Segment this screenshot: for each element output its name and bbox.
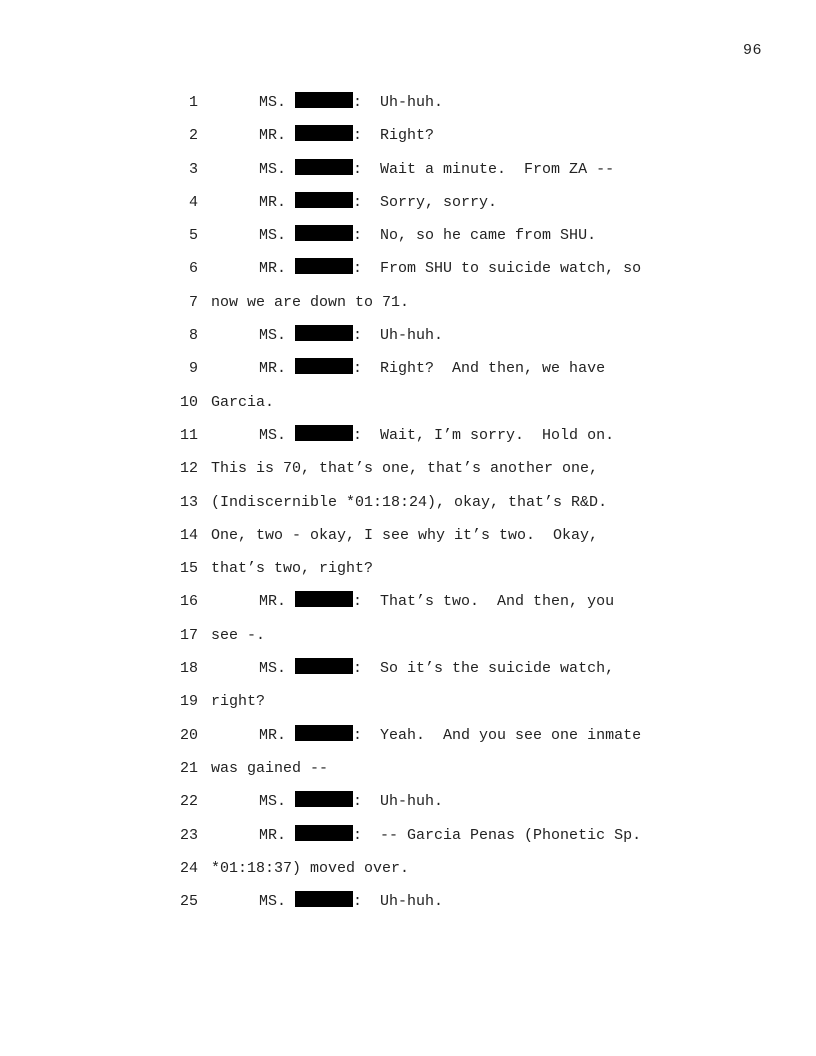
speech-text: -- Garcia Penas (Phonetic Sp. bbox=[380, 826, 642, 844]
speech-text: Yeah. And you see one inmate bbox=[380, 726, 642, 744]
speaker-title: MR. bbox=[259, 260, 287, 278]
speech-text: Sorry, sorry. bbox=[380, 193, 498, 211]
redaction-box bbox=[295, 658, 353, 674]
line-content bbox=[259, 192, 497, 214]
line-content bbox=[211, 691, 265, 713]
line-content bbox=[211, 758, 328, 780]
transcript-line bbox=[170, 358, 690, 391]
speaker-title: MS. bbox=[259, 426, 287, 444]
speech-text: Uh-huh. bbox=[380, 893, 444, 911]
speaker-title: MR. bbox=[259, 193, 287, 211]
redaction-box bbox=[295, 125, 353, 141]
line-content bbox=[211, 625, 265, 647]
line-content bbox=[211, 525, 598, 547]
line-content bbox=[211, 458, 598, 480]
line-number: 24 bbox=[179, 859, 198, 877]
line-content bbox=[259, 159, 614, 181]
line-number: 16 bbox=[179, 593, 198, 611]
transcript-body bbox=[170, 92, 690, 924]
line-number: 17 bbox=[179, 626, 198, 644]
speaker-colon: : bbox=[353, 793, 381, 811]
transcript-line bbox=[170, 425, 690, 458]
transcript-line bbox=[170, 458, 690, 491]
line-number: 13 bbox=[179, 493, 198, 511]
transcript-line bbox=[170, 258, 690, 291]
line-number: 19 bbox=[179, 693, 198, 711]
speech-text: This is 70, that’s one, that’s another one, bbox=[211, 460, 599, 478]
speech-text: From SHU to suicide watch, so bbox=[380, 260, 642, 278]
speaker-title: MR. bbox=[259, 127, 287, 145]
speech-text: No, so he came from SHU. bbox=[380, 227, 597, 245]
transcript-line bbox=[170, 92, 690, 125]
line-content bbox=[259, 825, 641, 847]
line-number: 21 bbox=[179, 759, 198, 777]
transcript-line bbox=[170, 525, 690, 558]
speaker-colon: : bbox=[353, 127, 381, 145]
line-number: 6 bbox=[188, 260, 198, 278]
line-content bbox=[211, 858, 409, 880]
speaker-colon: : bbox=[353, 94, 381, 111]
speaker-colon: : bbox=[353, 593, 381, 611]
speaker-title: MR. bbox=[259, 826, 287, 844]
line-content bbox=[259, 92, 443, 114]
line-number: 7 bbox=[188, 293, 198, 311]
line-content bbox=[211, 292, 409, 314]
line-number: 11 bbox=[179, 426, 198, 444]
redaction-box bbox=[295, 159, 353, 175]
redaction-box bbox=[295, 825, 353, 841]
line-number: 1 bbox=[188, 94, 198, 111]
speech-text: *01:18:37) moved over. bbox=[211, 859, 410, 877]
line-content bbox=[259, 225, 596, 247]
transcript-line bbox=[170, 625, 690, 658]
line-content bbox=[259, 891, 443, 913]
speaker-title: MR. bbox=[259, 726, 287, 744]
line-number: 12 bbox=[179, 460, 198, 478]
speech-text: Right? And then, we have bbox=[380, 360, 606, 378]
line-number: 8 bbox=[188, 327, 198, 345]
speaker-title: MS. bbox=[259, 660, 287, 678]
line-content bbox=[259, 358, 605, 380]
line-number: 9 bbox=[188, 360, 198, 378]
speech-text: Wait, I’m sorry. Hold on. bbox=[380, 426, 615, 444]
speaker-colon: : bbox=[353, 826, 381, 844]
speaker-colon: : bbox=[353, 260, 381, 278]
speaker-title: MS. bbox=[259, 893, 287, 911]
line-content bbox=[259, 791, 443, 813]
speech-text: So it’s the suicide watch, bbox=[380, 660, 615, 678]
speech-text: Garcia. bbox=[211, 393, 275, 411]
transcript-line bbox=[170, 558, 690, 591]
transcript-line bbox=[170, 192, 690, 225]
line-content bbox=[259, 658, 614, 680]
speech-text: was gained -- bbox=[211, 759, 329, 777]
line-content bbox=[259, 258, 641, 280]
line-number: 23 bbox=[179, 826, 198, 844]
line-number: 2 bbox=[188, 127, 198, 145]
redaction-box bbox=[295, 591, 353, 607]
line-content bbox=[259, 125, 434, 147]
speech-text: Uh-huh. bbox=[380, 327, 444, 345]
speaker-colon: : bbox=[353, 193, 381, 211]
speaker-title: MS. bbox=[259, 327, 287, 345]
speaker-title: MS. bbox=[259, 94, 287, 111]
redaction-box bbox=[295, 258, 353, 274]
speech-text: that’s two, right? bbox=[211, 560, 374, 578]
transcript-line bbox=[170, 325, 690, 358]
speaker-colon: : bbox=[353, 360, 381, 378]
transcript-line bbox=[170, 658, 690, 691]
line-number: 5 bbox=[188, 227, 198, 245]
speech-text: Right? bbox=[380, 127, 435, 145]
line-number: 20 bbox=[179, 726, 198, 744]
speech-text: right? bbox=[211, 693, 266, 711]
line-number: 10 bbox=[179, 393, 198, 411]
speech-text: now we are down to 71. bbox=[211, 293, 410, 311]
redaction-box bbox=[295, 791, 353, 807]
speech-text: see -. bbox=[211, 626, 266, 644]
transcript-line bbox=[170, 725, 690, 758]
speech-text: Wait a minute. From ZA -- bbox=[380, 160, 615, 178]
transcript-line bbox=[170, 758, 690, 791]
transcript-line bbox=[170, 125, 690, 158]
redaction-box bbox=[295, 325, 353, 341]
line-content bbox=[259, 725, 641, 747]
line-content bbox=[259, 425, 614, 447]
speaker-colon: : bbox=[353, 160, 381, 178]
transcript-line bbox=[170, 591, 690, 624]
speech-text: One, two - okay, I see why it’s two. Okay, bbox=[211, 526, 599, 544]
transcript-line bbox=[170, 791, 690, 824]
speech-text: Uh-huh. bbox=[380, 94, 444, 111]
line-content bbox=[211, 492, 607, 514]
speaker-title: MR. bbox=[259, 593, 287, 611]
speaker-title: MS. bbox=[259, 793, 287, 811]
line-number: 15 bbox=[179, 560, 198, 578]
page-number: 96 bbox=[742, 42, 762, 59]
speech-text: (Indiscernible *01:18:24), okay, that’s R&D. bbox=[211, 493, 608, 511]
line-number: 4 bbox=[188, 193, 198, 211]
redaction-box bbox=[295, 358, 353, 374]
line-content bbox=[211, 392, 274, 414]
speaker-colon: : bbox=[353, 660, 381, 678]
speaker-colon: : bbox=[353, 426, 381, 444]
transcript-line bbox=[170, 891, 690, 924]
speaker-colon: : bbox=[353, 327, 381, 345]
speaker-colon: : bbox=[353, 893, 381, 911]
transcript-line bbox=[170, 691, 690, 724]
line-content bbox=[259, 591, 614, 613]
redaction-box bbox=[295, 92, 353, 108]
transcript-line bbox=[170, 225, 690, 258]
speech-text: That’s two. And then, you bbox=[380, 593, 615, 611]
transcript-line bbox=[170, 825, 690, 858]
line-number: 25 bbox=[179, 893, 198, 911]
speaker-title: MS. bbox=[259, 227, 287, 245]
speaker-title: MS. bbox=[259, 160, 287, 178]
line-content bbox=[211, 558, 373, 580]
line-number: 14 bbox=[179, 526, 198, 544]
redaction-box bbox=[295, 891, 353, 907]
speech-text: Uh-huh. bbox=[380, 793, 444, 811]
redaction-box bbox=[295, 425, 353, 441]
line-number: 18 bbox=[179, 660, 198, 678]
redaction-box bbox=[295, 192, 353, 208]
transcript-line bbox=[170, 392, 690, 425]
transcript-line bbox=[170, 858, 690, 891]
redaction-box bbox=[295, 225, 353, 241]
transcript-line bbox=[170, 492, 690, 525]
redaction-box bbox=[295, 725, 353, 741]
speaker-title: MR. bbox=[259, 360, 287, 378]
transcript-line bbox=[170, 292, 690, 325]
speaker-colon: : bbox=[353, 726, 381, 744]
speaker-colon: : bbox=[353, 227, 381, 245]
transcript-line bbox=[170, 159, 690, 192]
line-number: 22 bbox=[179, 793, 198, 811]
line-number: 3 bbox=[188, 160, 198, 178]
line-content bbox=[259, 325, 443, 347]
